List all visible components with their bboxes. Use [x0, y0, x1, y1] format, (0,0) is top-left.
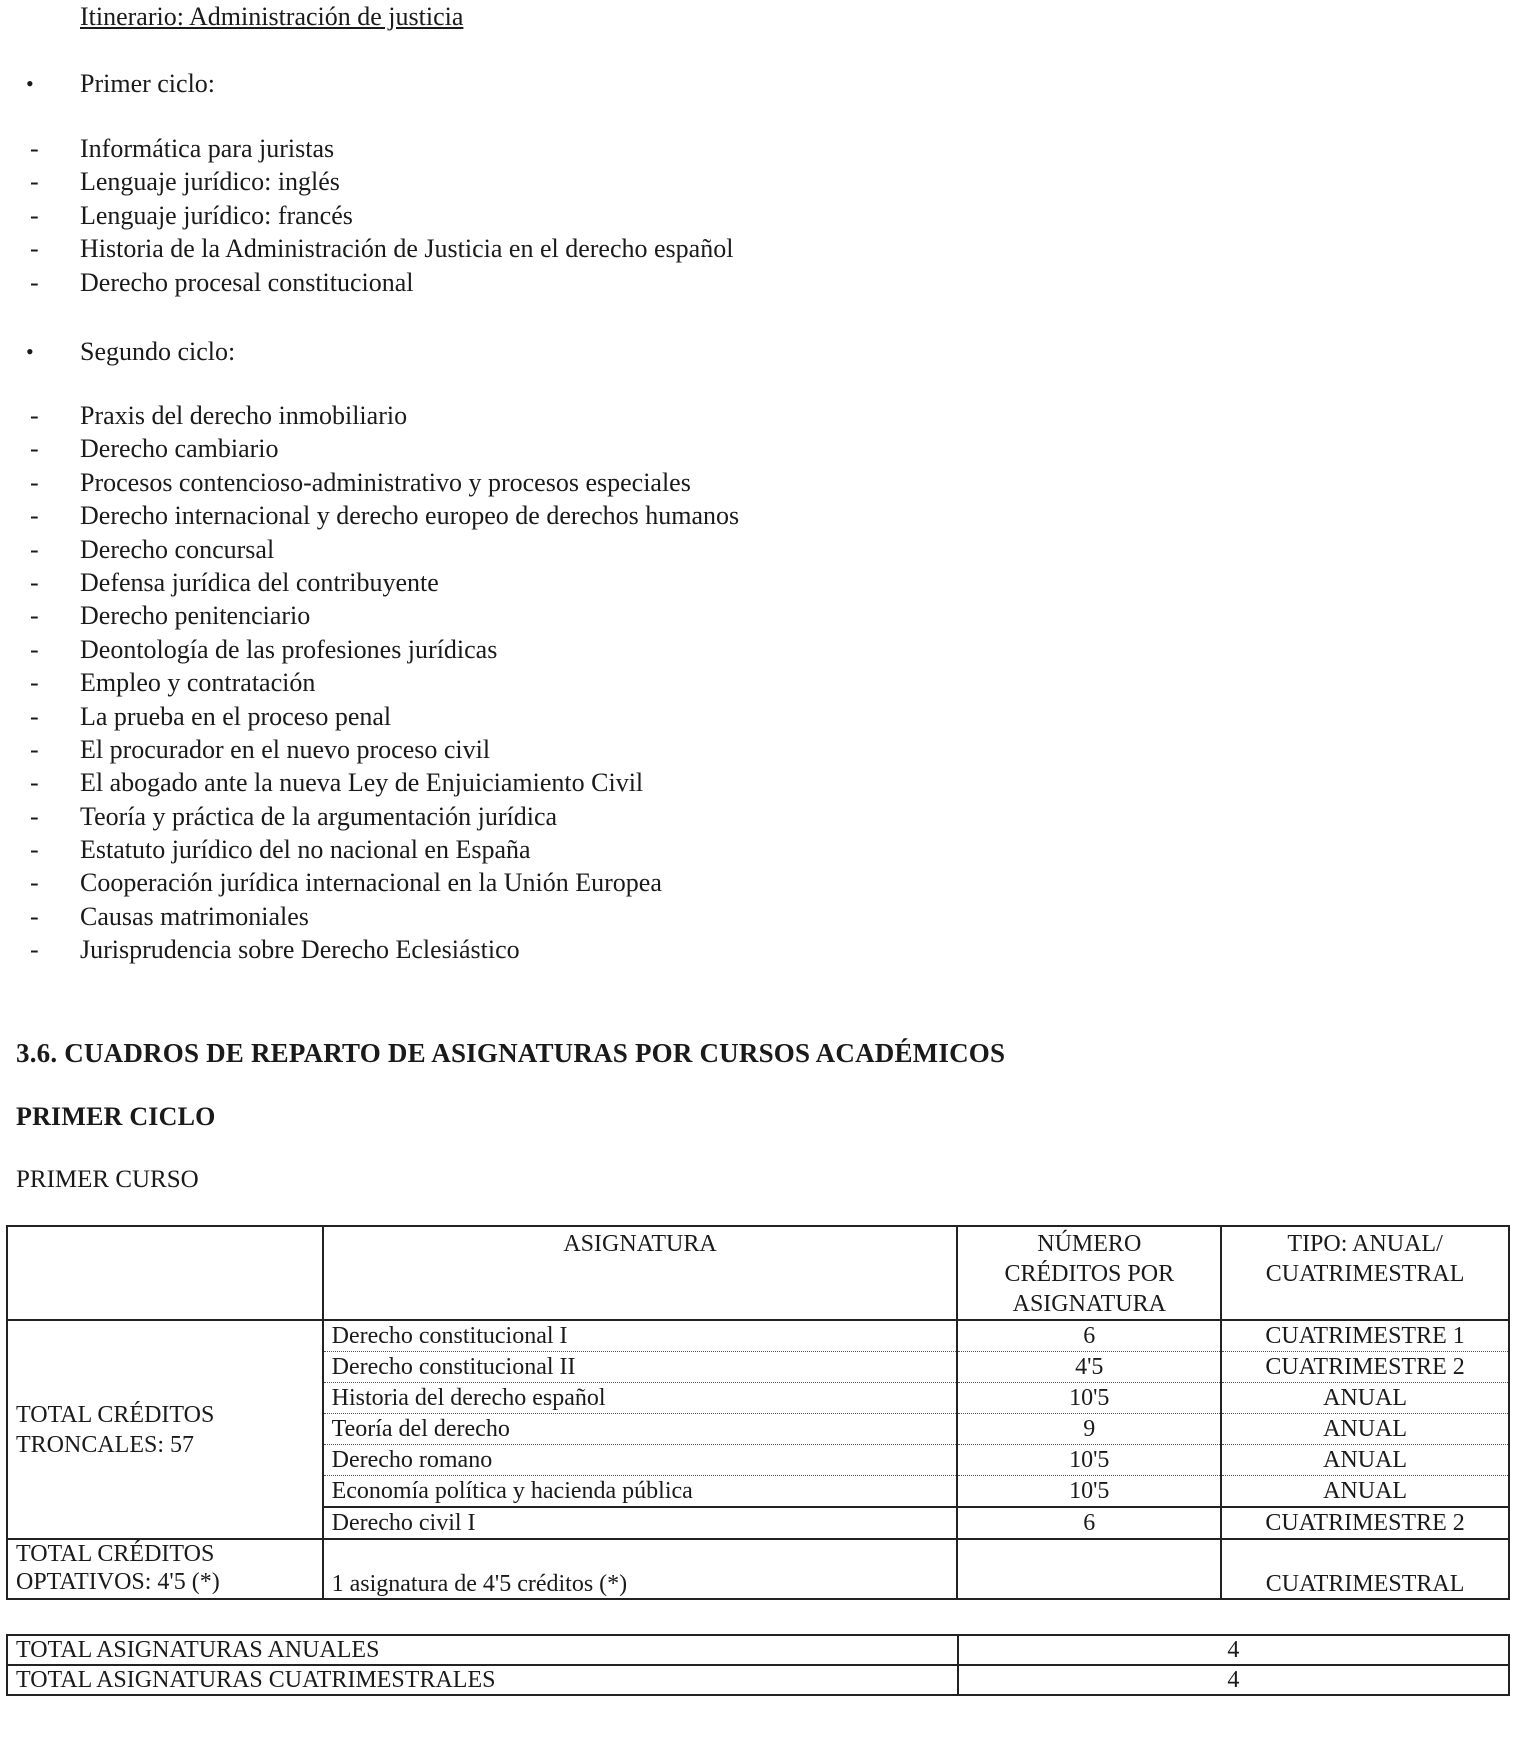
- dash-icon: -: [30, 167, 39, 197]
- cycle-heading: PRIMER CICLO: [16, 1102, 216, 1131]
- cycle-title-second: Segundo ciclo:: [80, 337, 236, 366]
- subject-cell: Derecho civil I: [323, 1507, 958, 1539]
- dash-icon: -: [30, 835, 39, 865]
- table-row: [7, 1635, 1509, 1665]
- header-subject: ASIGNATURA: [323, 1226, 958, 1320]
- bullet-icon: •: [26, 71, 34, 96]
- cycle-title-first: Primer ciclo:: [80, 69, 216, 98]
- subject-cell: Historia del derecho español: [323, 1383, 958, 1414]
- credits-cell: 10'5: [957, 1476, 1221, 1508]
- list-item: - Historia de la Administración de Justicia en el derecho español: [0, 232, 733, 265]
- list-item: - Procesos contencioso-administrativo y procesos especiales: [0, 466, 739, 499]
- table-row: [7, 1665, 1509, 1695]
- table-row: [7, 1320, 1509, 1352]
- subject-cell: Derecho constitucional I: [323, 1320, 958, 1352]
- subjects-table: [6, 1225, 1510, 1600]
- subject-cell: Derecho constitucional II: [323, 1352, 958, 1383]
- second-cycle-list: [0, 399, 739, 967]
- list-item: - Lenguaje jurídico: inglés: [0, 165, 733, 198]
- dash-icon: -: [30, 434, 39, 464]
- dash-icon: -: [30, 668, 39, 698]
- dash-icon: -: [30, 467, 39, 497]
- credits-cell: 6: [957, 1507, 1221, 1539]
- dash-icon: -: [30, 534, 39, 564]
- list-item: - Teoría y práctica de la argumentación jurídica: [0, 800, 739, 833]
- header-empty-cell: [7, 1226, 323, 1320]
- list-item: - El procurador en el nuevo proceso civil: [0, 733, 739, 766]
- optativos-credits: [957, 1539, 1221, 1599]
- dash-icon: -: [30, 234, 39, 264]
- totals-table: [6, 1634, 1510, 1696]
- subject-cell: Teoría del derecho: [323, 1414, 958, 1445]
- total-label: TOTAL ASIGNATURAS CUATRIMESTRALES: [7, 1665, 958, 1695]
- section-heading: 3.6. CUADROS DE REPARTO DE ASIGNATURAS POR CURSOS ACADÉMICOS: [16, 1038, 1006, 1068]
- type-cell: ANUAL: [1221, 1414, 1509, 1445]
- list-item: - Derecho concursal: [0, 533, 739, 566]
- dash-icon: -: [30, 267, 39, 297]
- list-item: - Deontología de las profesiones jurídicas: [0, 633, 739, 666]
- dash-icon: -: [30, 701, 39, 731]
- subject-cell: Economía política y hacienda pública: [323, 1476, 958, 1508]
- dash-icon: -: [30, 200, 39, 230]
- bullet-icon: •: [26, 339, 34, 364]
- course-heading: PRIMER CURSO: [16, 1166, 199, 1193]
- list-item: - Praxis del derecho inmobiliario: [0, 399, 739, 432]
- total-value: 4: [958, 1665, 1509, 1695]
- type-cell: ANUAL: [1221, 1445, 1509, 1476]
- list-item: - La prueba en el proceso penal: [0, 700, 739, 733]
- credits-cell: 10'5: [957, 1383, 1221, 1414]
- troncales-label: TOTAL CRÉDITOS TRONCALES: 57: [7, 1320, 323, 1539]
- dash-icon: -: [30, 768, 39, 798]
- optativos-row: [7, 1539, 1509, 1599]
- credits-cell: 6: [957, 1320, 1221, 1352]
- dash-icon: -: [30, 801, 39, 831]
- dash-icon: -: [30, 134, 39, 163]
- optativos-type: CUATRIMESTRAL: [1221, 1539, 1509, 1599]
- first-cycle-list: [0, 132, 733, 299]
- credits-cell: 4'5: [957, 1352, 1221, 1383]
- list-item: - Estatuto jurídico del no nacional en España: [0, 833, 739, 866]
- dash-icon: -: [30, 401, 39, 430]
- list-item: - Causas matrimoniales: [0, 900, 739, 933]
- header-type: TIPO: ANUAL/ CUATRIMESTRAL: [1221, 1226, 1509, 1320]
- type-cell: ANUAL: [1221, 1383, 1509, 1414]
- credits-cell: 9: [957, 1414, 1221, 1445]
- credits-cell: 10'5: [957, 1445, 1221, 1476]
- optativos-label: TOTAL CRÉDITOS OPTATIVOS: 4'5 (*): [7, 1539, 323, 1599]
- dash-icon: -: [30, 634, 39, 664]
- list-item: - Derecho internacional y derecho europeo de derechos humanos: [0, 499, 739, 532]
- list-item: - Jurisprudencia sobre Derecho Eclesiástico: [0, 933, 739, 966]
- dash-icon: -: [30, 567, 39, 597]
- dash-icon: -: [30, 501, 39, 531]
- list-item: - Defensa jurídica del contribuyente: [0, 566, 739, 599]
- header-credits: NÚMERO CRÉDITOS POR ASIGNATURA: [957, 1226, 1221, 1320]
- dash-icon: -: [30, 868, 39, 898]
- list-item: - Informática para juristas: [0, 132, 733, 165]
- itinerary-title: Itinerario: Administración de justicia: [80, 2, 464, 31]
- dash-icon: -: [30, 601, 39, 631]
- list-item: - El abogado ante la nueva Ley de Enjuiciamiento Civil: [0, 766, 739, 799]
- dash-icon: -: [30, 734, 39, 764]
- optativos-subject: 1 asignatura de 4'5 créditos (*): [323, 1539, 958, 1599]
- total-value: 4: [958, 1635, 1509, 1665]
- list-item: - Empleo y contratación: [0, 666, 739, 699]
- list-item: - Lenguaje jurídico: francés: [0, 199, 733, 232]
- type-cell: CUATRIMESTRE 2: [1221, 1507, 1509, 1539]
- list-item: - Cooperación jurídica internacional en la Unión Europea: [0, 866, 739, 899]
- list-item: - Derecho procesal constitucional: [0, 266, 733, 299]
- dash-icon: -: [30, 935, 39, 965]
- table-header-row: [7, 1226, 1509, 1320]
- type-cell: ANUAL: [1221, 1476, 1509, 1508]
- total-label: TOTAL ASIGNATURAS ANUALES: [7, 1635, 958, 1665]
- type-cell: CUATRIMESTRE 1: [1221, 1320, 1509, 1352]
- dash-icon: -: [30, 901, 39, 931]
- type-cell: CUATRIMESTRE 2: [1221, 1352, 1509, 1383]
- list-item: - Derecho cambiario: [0, 432, 739, 465]
- subject-cell: Derecho romano: [323, 1445, 958, 1476]
- list-item: - Derecho penitenciario: [0, 599, 739, 632]
